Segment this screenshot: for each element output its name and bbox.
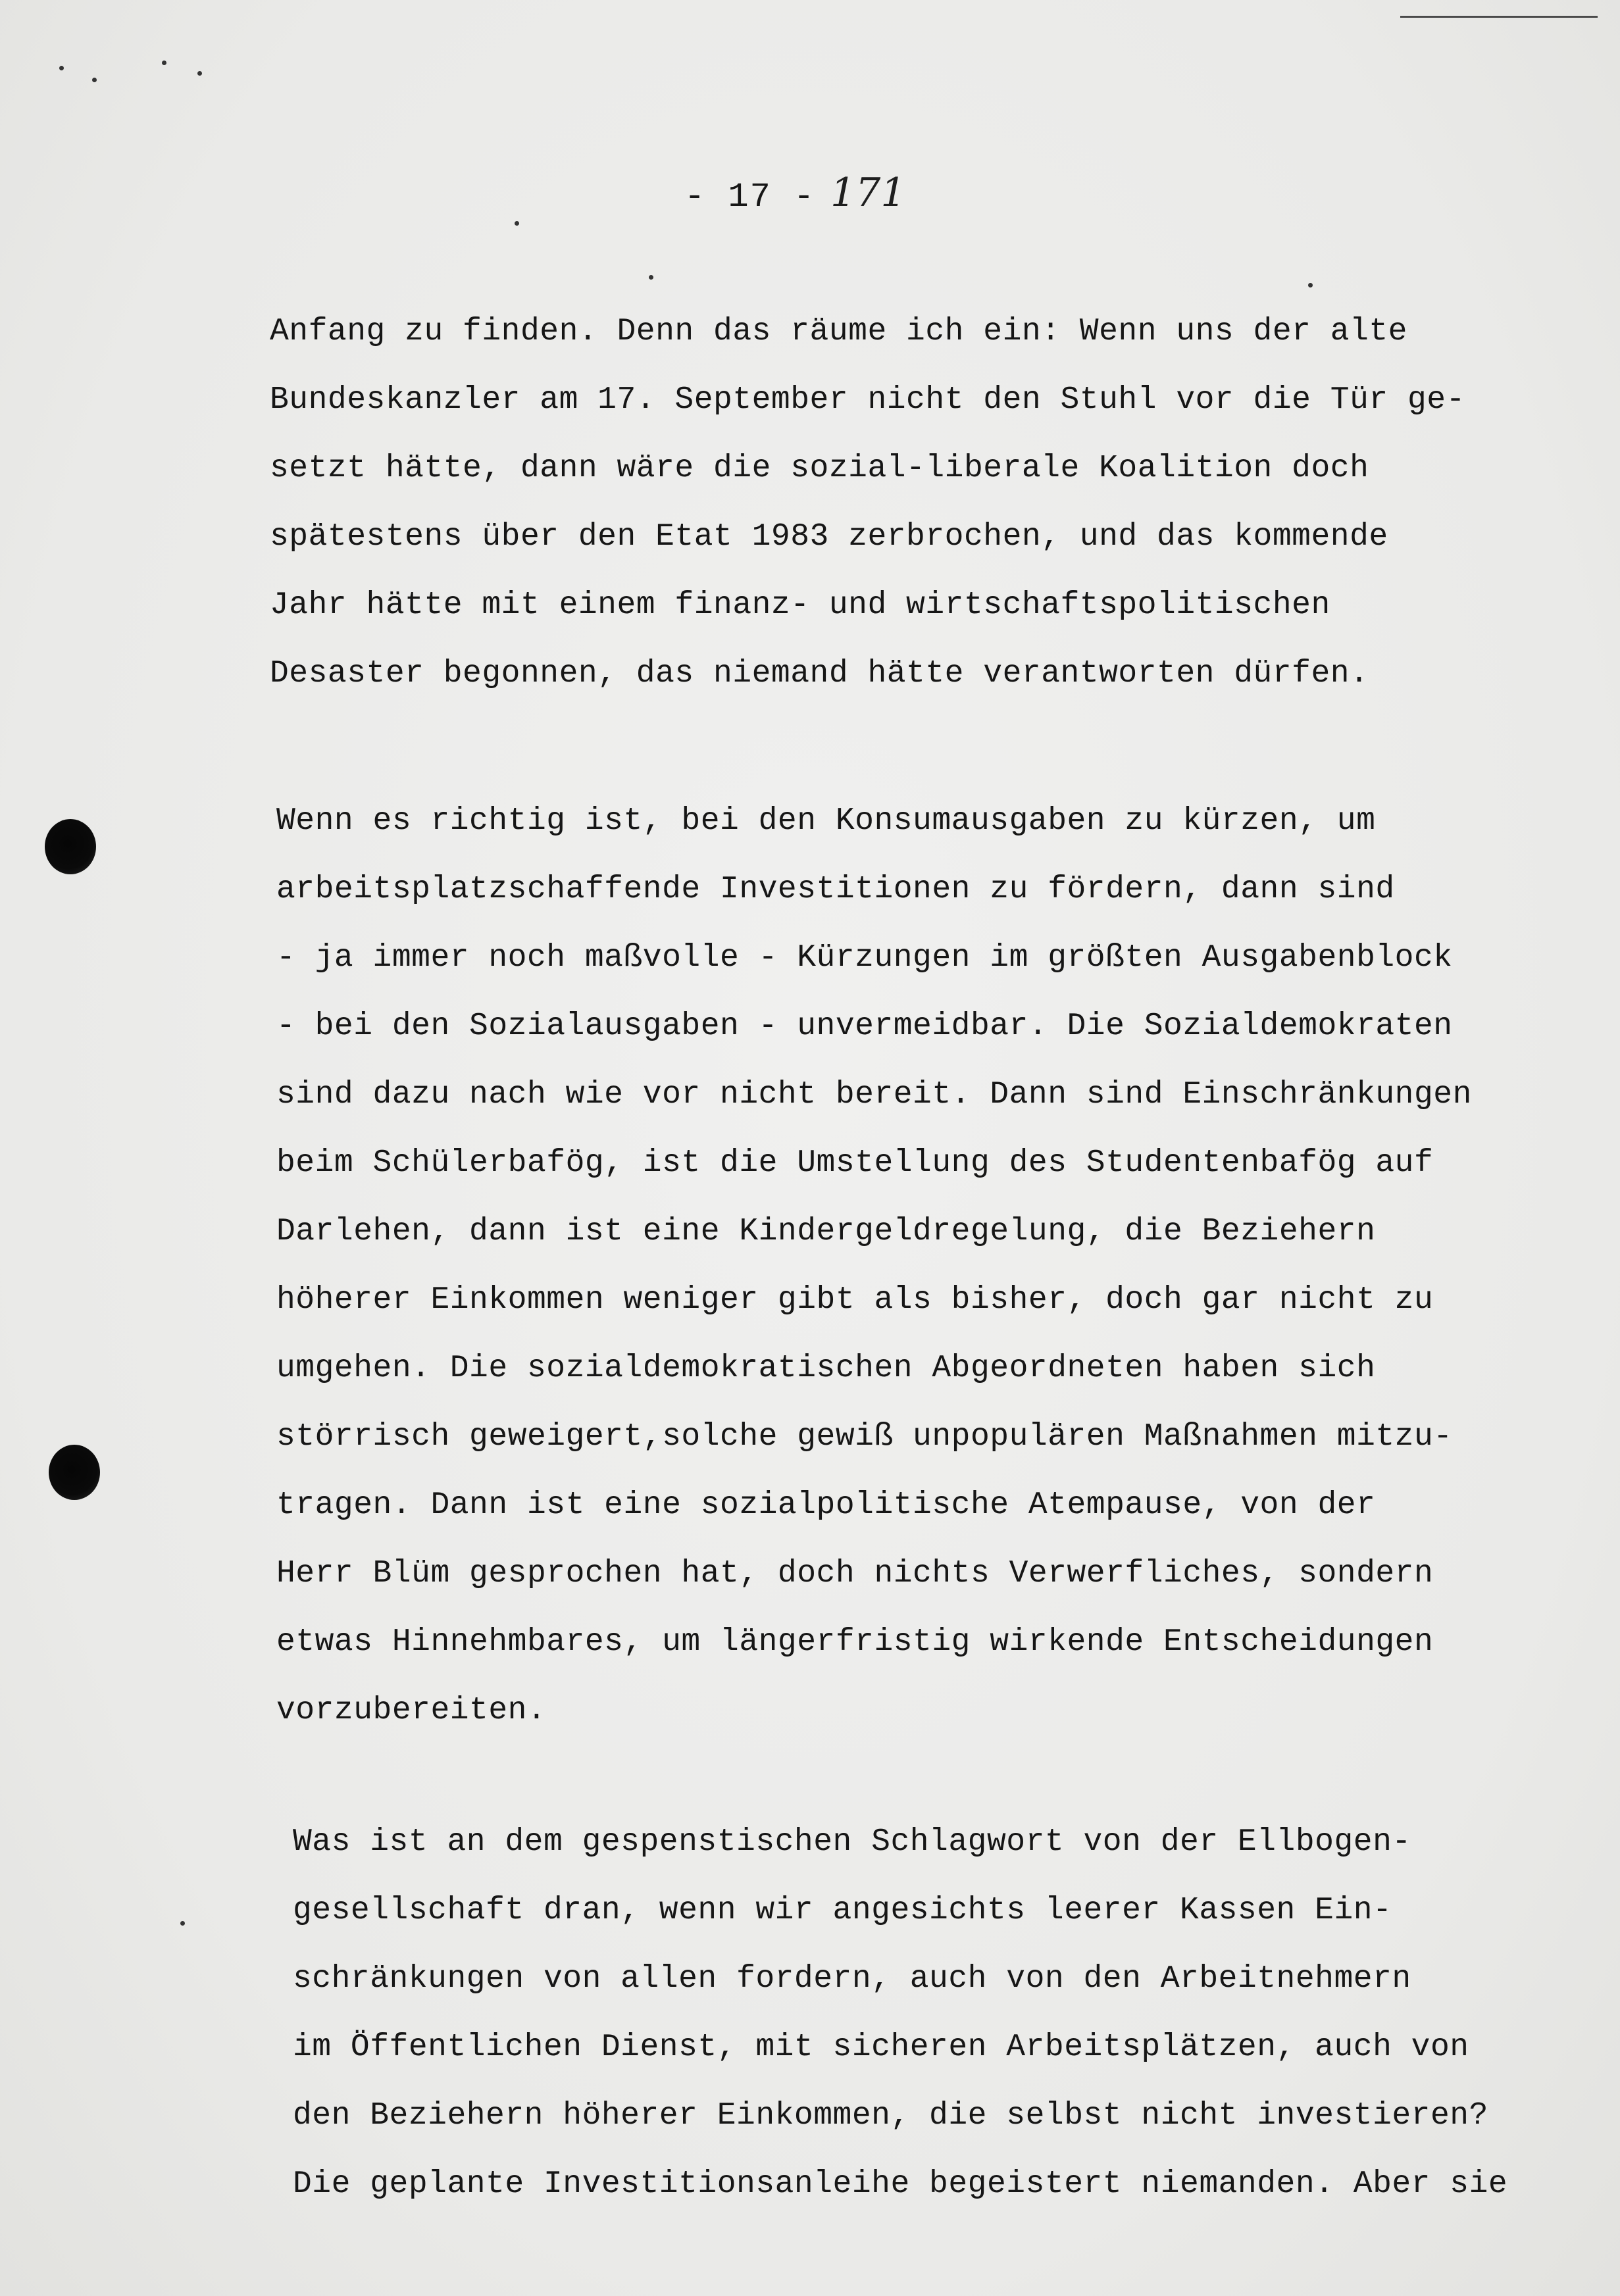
paragraph-1 <box>270 297 1592 708</box>
text-line: sind dazu nach wie vor nicht bereit. Dann sind Einschränkungen <box>276 1077 1472 1112</box>
paper-speck <box>92 78 97 82</box>
text-line: den Beziehern höherer Einkommen, die selbst nicht investieren? <box>293 2098 1488 2134</box>
paper-speck <box>59 66 64 70</box>
top-rule <box>1400 16 1598 18</box>
handwritten-page-number: 171 <box>830 170 906 216</box>
text-line: Desaster begonnen, das niemand hätte verantworten dürfen. <box>270 656 1369 691</box>
text-line: Darlehen, dann ist eine Kindergeldregelung, die Beziehern <box>276 1214 1376 1249</box>
paper-speck <box>162 61 166 65</box>
text-line: beim Schülerbafög, ist die Umstellung des Studentenbafög auf <box>276 1145 1434 1181</box>
text-line: - ja immer noch maßvolle - Kürzungen im größten Ausgabenblock <box>276 940 1453 976</box>
text-line: höherer Einkommen weniger gibt als bisher, doch gar nicht zu <box>276 1282 1434 1318</box>
text-line: Bundeskanzler am 17. September nicht den Stuhl vor die Tür ge- <box>270 382 1465 418</box>
text-line: störrisch geweigert,solche gewiß unpopulären Maßnahmen mitzu- <box>276 1419 1453 1455</box>
page-number: - 17 - <box>684 178 816 216</box>
text-line: Was ist an dem gespenstischen Schlagwort von der Ellbogen- <box>293 1824 1411 1860</box>
text-line: - bei den Sozialausgaben - unvermeidbar. Die Sozialdemokraten <box>276 1009 1453 1044</box>
text-line: vorzubereiten. <box>276 1693 547 1728</box>
punch-hole-upper <box>45 819 96 874</box>
paper-speck <box>180 1921 185 1926</box>
text-line: gesellschaft dran, wenn wir angesichts leerer Kassen Ein- <box>293 1893 1392 1928</box>
text-line: im Öffentlichen Dienst, mit sicheren Arbeitsplätzen, auch von <box>293 2030 1469 2065</box>
paper-speck <box>649 275 653 280</box>
paragraph-3 <box>293 1808 1615 2218</box>
text-line: setzt hätte, dann wäre die sozial-liberale Koalition doch <box>270 451 1369 486</box>
text-line: Herr Blüm gesprochen hat, doch nichts Verwerfliches, sondern <box>276 1556 1434 1591</box>
paper-speck <box>515 221 519 226</box>
text-line: schränkungen von allen fordern, auch von den Arbeitnehmern <box>293 1961 1411 1997</box>
text-line: arbeitsplatzschaffende Investitionen zu fördern, dann sind <box>276 872 1395 907</box>
text-line: etwas Hinnehmbares, um längerfristig wirkende Entscheidungen <box>276 1624 1434 1660</box>
paper-speck <box>1308 283 1313 287</box>
paragraph-2 <box>276 787 1599 1745</box>
text-line: Jahr hätte mit einem finanz- und wirtschaftspolitischen <box>270 587 1330 623</box>
text-line: Anfang zu finden. Denn das räume ich ein: Wenn uns der alte <box>270 314 1407 349</box>
punch-hole-lower <box>49 1445 100 1500</box>
text-line: Wenn es richtig ist, bei den Konsumausgaben zu kürzen, um <box>276 803 1376 839</box>
text-line: umgehen. Die sozialdemokratischen Abgeordneten haben sich <box>276 1351 1376 1386</box>
text-line: spätestens über den Etat 1983 zerbrochen, und das kommende <box>270 519 1388 555</box>
text-line: tragen. Dann ist eine sozialpolitische Atempause, von der <box>276 1487 1376 1523</box>
text-line: Die geplante Investitionsanleihe begeistert niemanden. Aber sie <box>293 2166 1508 2202</box>
paper-speck <box>197 71 202 76</box>
